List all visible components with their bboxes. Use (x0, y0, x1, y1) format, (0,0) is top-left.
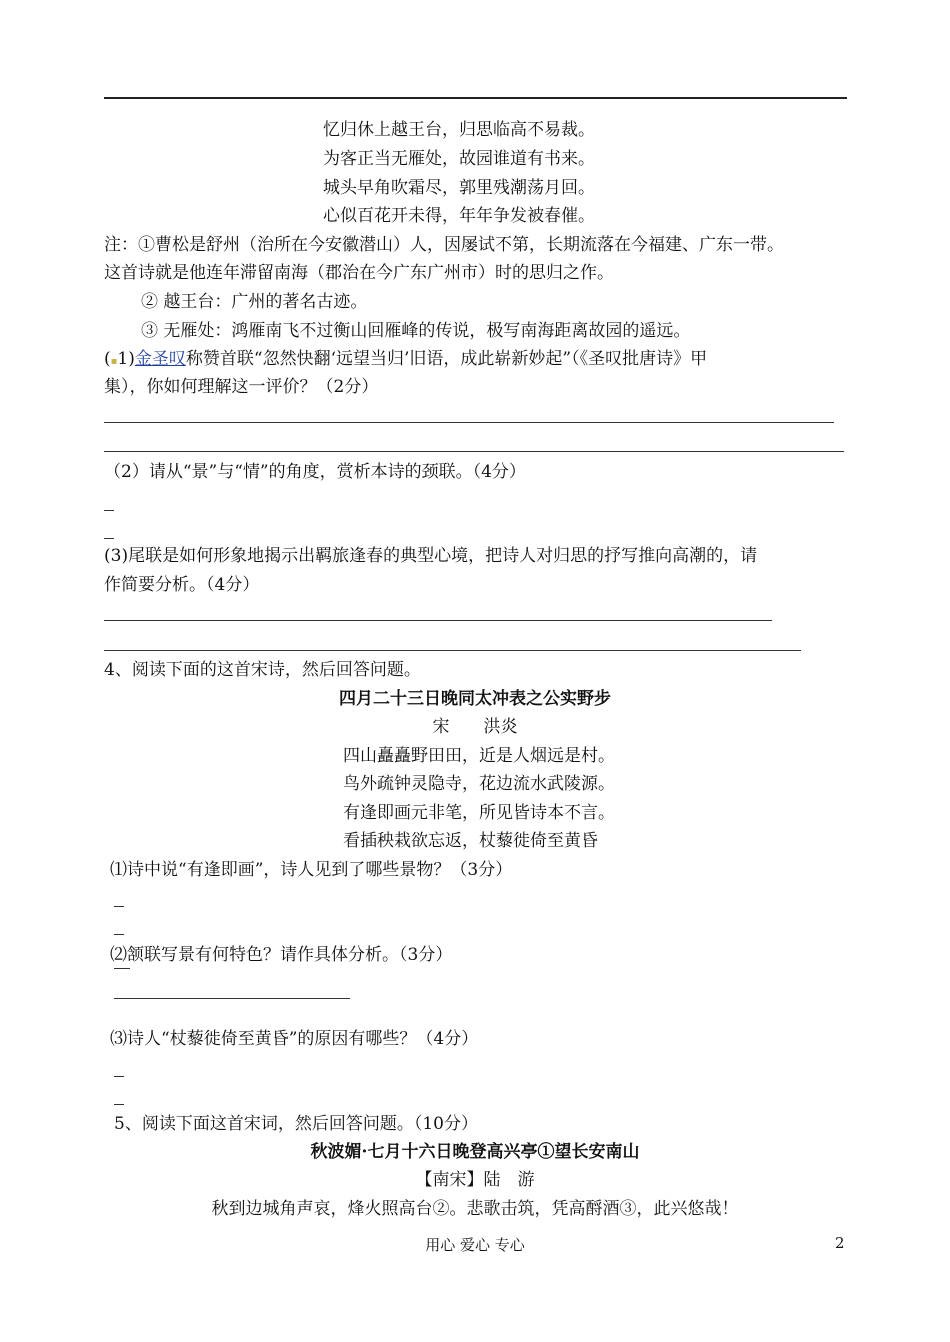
edit-mark: ▪ (110, 356, 118, 367)
answer-dash (104, 510, 114, 511)
answer-dash (114, 934, 124, 935)
section-4-question-1: ⑴诗中说“有逢即画”，诗人见到了哪些景物？（3分） (110, 860, 513, 880)
question-3-line-1: (3)尾联是如何形象地揭示出羁旅逢春的典型心境，把诗人对归思的抒写推向高潮的，请 (104, 546, 758, 566)
page-footer: 用心 爱心 专心 (425, 1236, 525, 1254)
poem2-line-4: 看插秧栽欲忘返，杖藜徙倚至黄昏 (343, 831, 598, 851)
answer-line (104, 422, 834, 423)
answer-line (114, 998, 350, 999)
question-2: （2）请从“景”与“情”的角度，赏析本诗的颈联。（4分） (104, 462, 526, 482)
note-3: ③ 无雁处：鸿雁南飞不过衡山回雁峰的传说，极写南海距离故园的遥远。 (141, 321, 691, 341)
answer-line (104, 620, 772, 621)
poem2-line-3: 有逢即画元非笔，所见皆诗本不言。 (343, 803, 615, 823)
note-line-1: 注：①曹松是舒州（治所在今安徽潜山）人，因屡试不第，长期流落在今福建、广东一带。 (104, 235, 784, 255)
question-1-prefix: ( (104, 349, 111, 369)
poem1-line-2: 为客正当无雁处，故园谁道有书来。 (323, 149, 595, 169)
question-1-line-1 (104, 348, 707, 373)
poem2-author: 宋 洪炎 (432, 717, 518, 737)
poem2-line-1: 四山矗矗野田田，近是人烟远是村。 (343, 746, 615, 766)
answer-line (104, 650, 801, 651)
question-1-number: 1) (117, 349, 135, 369)
poem1-line-1: 忆归休上越王台，归思临高不易裁。 (323, 120, 595, 140)
poem1-line-4: 心似百花开未得，年年争发被春催。 (323, 206, 595, 226)
ci-line-1: 秋到边城角声哀，烽火照高台②。悲歌击筑，凭高酹酒③，此兴悠哉！ (211, 1199, 739, 1219)
poem1-line-3: 城头早角吹霜尽，郭里残潮荡月回。 (323, 178, 595, 198)
answer-dash (114, 906, 124, 907)
answer-dash (104, 538, 114, 539)
section-4-heading: 4、阅读下面的这首宋诗，然后回答问题。 (104, 660, 421, 680)
answer-dash (114, 968, 130, 969)
section-4-question-2: ⑵颔联写景有何特色？请作具体分析。（3分） (110, 945, 453, 965)
jin-shengtan-link[interactable]: 金圣叹 (134, 349, 186, 369)
answer-dash (114, 1104, 124, 1105)
section-5-heading: 5、阅读下面这首宋词，然后回答问题。（10分） (114, 1114, 478, 1134)
note-line-2: 这首诗就是他连年滞留南海（郡治在今广东广州市）时的思归之作。 (104, 263, 614, 283)
ci-title: 秋波媚·七月十六日晚登高兴亭①望长安南山 (310, 1142, 640, 1162)
poem2-title: 四月二十三日晚同太冲表之公实野步 (339, 689, 611, 709)
question-3-line-2: 作简要分析。（4分） (104, 575, 260, 595)
ci-author: 【南宋】陆 游 (415, 1170, 535, 1190)
note-2: ② 越王台：广州的著名古迹。 (141, 292, 368, 312)
poem2-line-2: 鸟外疏钟灵隐寺，花边流水武陵源。 (343, 774, 615, 794)
answer-dash (114, 1076, 124, 1077)
section-4-question-3: ⑶诗人“杖藜徙倚至黄昏”的原因有哪些？（4分） (110, 1029, 479, 1049)
answer-line (104, 451, 844, 452)
page-number: 2 (835, 1234, 845, 1252)
question-1-text: 称赞首联“忽然快翻‘远望当归’旧语，成此崭新妙起”（《圣叹批唐诗》甲 (185, 349, 708, 369)
header-rule (104, 97, 847, 99)
question-1-line-2: 集），你如何理解这一评价？（2分） (104, 377, 379, 397)
